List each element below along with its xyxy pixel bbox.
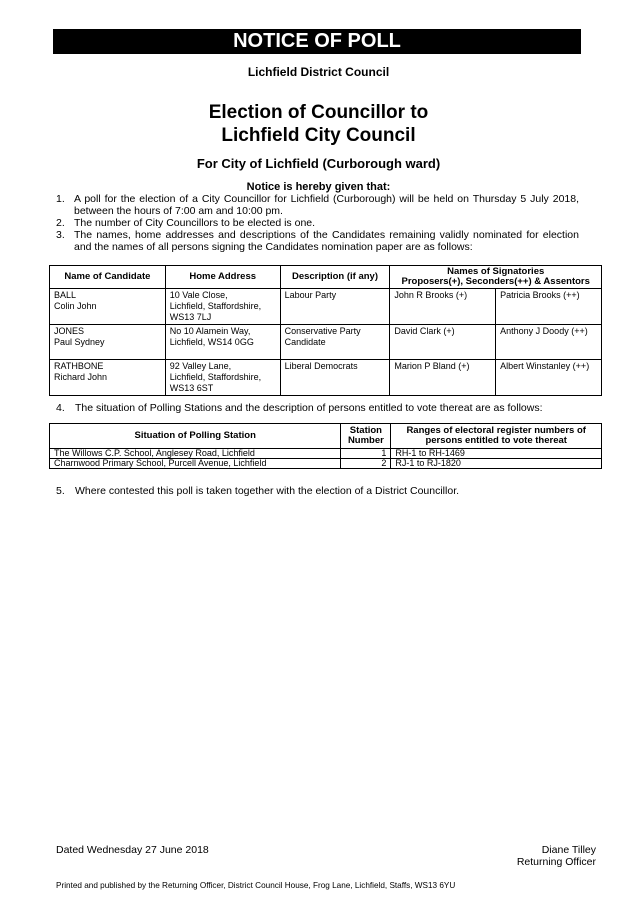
ranges-line-1: Ranges of electoral register numbers of (406, 425, 586, 436)
address-line: Lichfield, Staffordshire, (169, 372, 262, 382)
notice-item-1 (56, 193, 579, 217)
ranges-line-2: persons entitled to vote thereat (425, 435, 567, 446)
header-name: Name of Candidate (50, 266, 166, 289)
proposer: David Clark (+) (390, 325, 496, 360)
candidate-surname: JONES (54, 326, 85, 336)
notice-item-2 (56, 217, 579, 229)
signatories-line-2: Proposers(+), Seconders(++) & Assentors (401, 276, 590, 287)
register-range: RJ-1 to RJ-1820 (391, 459, 602, 469)
notice-heading: Notice is hereby given that: (246, 181, 391, 193)
address-line: No 10 Alamein Way, (169, 326, 251, 336)
item-number: 3. (56, 229, 65, 241)
candidate-forenames: Richard John (54, 372, 108, 382)
table-row (50, 289, 602, 325)
address-line: 92 Valley Lane, (169, 361, 232, 371)
notice-item-3 (56, 229, 579, 253)
candidate-description (280, 325, 390, 360)
signatory-name: Diane Tilley (541, 844, 596, 856)
station-line-1: Station (349, 425, 382, 436)
title-line-2: Lichfield City Council (221, 125, 416, 146)
seconder: Patricia Brooks (++) (496, 289, 602, 325)
station-situation: Charnwood Primary School, Purcell Avenue, Lichfield (50, 459, 341, 469)
candidate-name (50, 325, 166, 360)
signatories-line-1: Names of Signatories (447, 266, 545, 277)
header-signatories (390, 266, 602, 289)
candidate-address (165, 360, 280, 396)
description-line: Labour Party (284, 290, 337, 300)
header-station-number (341, 424, 391, 449)
address-line: Lichfield, WS14 0GG (169, 337, 254, 347)
candidate-forenames: Paul Sydney (54, 337, 105, 347)
seconder: Anthony J Doody (++) (496, 325, 602, 360)
notice-item-5 (56, 485, 459, 497)
candidate-name (50, 289, 166, 325)
address-line: WS13 6ST (169, 383, 214, 393)
notice-item-4 (56, 402, 543, 414)
item-text: The situation of Polling Stations and the description of persons entitled to vote thereat are as follows: (75, 402, 543, 414)
register-range: RH-1 to RH-1469 (391, 449, 602, 459)
proposer: Marion P Bland (+) (390, 360, 496, 396)
polling-header-row (50, 424, 602, 449)
candidate-description (280, 360, 390, 396)
item-text: A poll for the election of a City Councillor for Lichfield (Curborough) will be held on Thursday 5 July 2018, between the hours of 7:00 am and 10:00 pm. (74, 193, 579, 217)
item-text: The names, home addresses and descriptions of the Candidates remaining validly nominated for election and the names of all persons signing the Candidates nomination paper are as follows: (74, 229, 579, 253)
table-row (50, 449, 602, 459)
ward-subtitle: For City of Lichfield (Curborough ward) (196, 156, 441, 171)
table-row (50, 325, 602, 360)
polling-stations-table (49, 423, 602, 469)
election-title (0, 101, 637, 147)
imprint: Printed and published by the Returning Officer, District Council House, Frog Lane, Lichfield, Staffs, WS13 6YU (56, 881, 456, 890)
address-line: Lichfield, Staffordshire, (169, 301, 262, 311)
candidate-address (165, 325, 280, 360)
council-name: Lichfield District Council (247, 65, 390, 79)
item-number: 2. (56, 217, 65, 229)
item-number: 4. (56, 402, 65, 414)
signatory (517, 844, 596, 868)
notice-banner: NOTICE OF POLL (53, 29, 581, 54)
description-line: Conservative Party (284, 326, 361, 336)
candidates-header-row (50, 266, 602, 289)
signatory-role: Returning Officer (516, 856, 596, 868)
item-text: The number of City Councillors to be elected is one. (74, 217, 316, 229)
title-line-1: Election of Councillor to (208, 102, 429, 123)
header-ranges (391, 424, 602, 449)
candidate-address (165, 289, 280, 325)
candidates-table (49, 265, 602, 396)
header-situation: Situation of Polling Station (50, 424, 341, 449)
candidate-surname: RATHBONE (54, 361, 104, 371)
station-line-2: Number (347, 435, 384, 446)
proposer: John R Brooks (+) (390, 289, 496, 325)
header-address: Home Address (165, 266, 280, 289)
candidate-name (50, 360, 166, 396)
station-number: 1 (341, 449, 391, 459)
notice-items (56, 193, 579, 253)
station-situation: The Willows C.P. School, Anglesey Road, Lichfield (50, 449, 341, 459)
table-row (50, 360, 602, 396)
item-text: Where contested this poll is taken together with the election of a District Councillor. (75, 485, 460, 497)
description-line: Candidate (284, 337, 326, 347)
candidate-description (280, 289, 390, 325)
item-number: 5. (56, 485, 65, 497)
date-line: Dated Wednesday 27 June 2018 (56, 844, 209, 856)
header-description: Description (if any) (280, 266, 390, 289)
table-row (50, 459, 602, 469)
address-line: 10 Vale Close, (169, 290, 228, 300)
seconder: Albert Winstanley (++) (496, 360, 602, 396)
description-line: Liberal Democrats (284, 361, 358, 371)
candidate-forenames: Colin John (54, 301, 97, 311)
candidate-surname: BALL (54, 290, 77, 300)
item-number: 1. (56, 193, 65, 205)
address-line: WS13 7LJ (169, 312, 212, 322)
station-number: 2 (341, 459, 391, 469)
